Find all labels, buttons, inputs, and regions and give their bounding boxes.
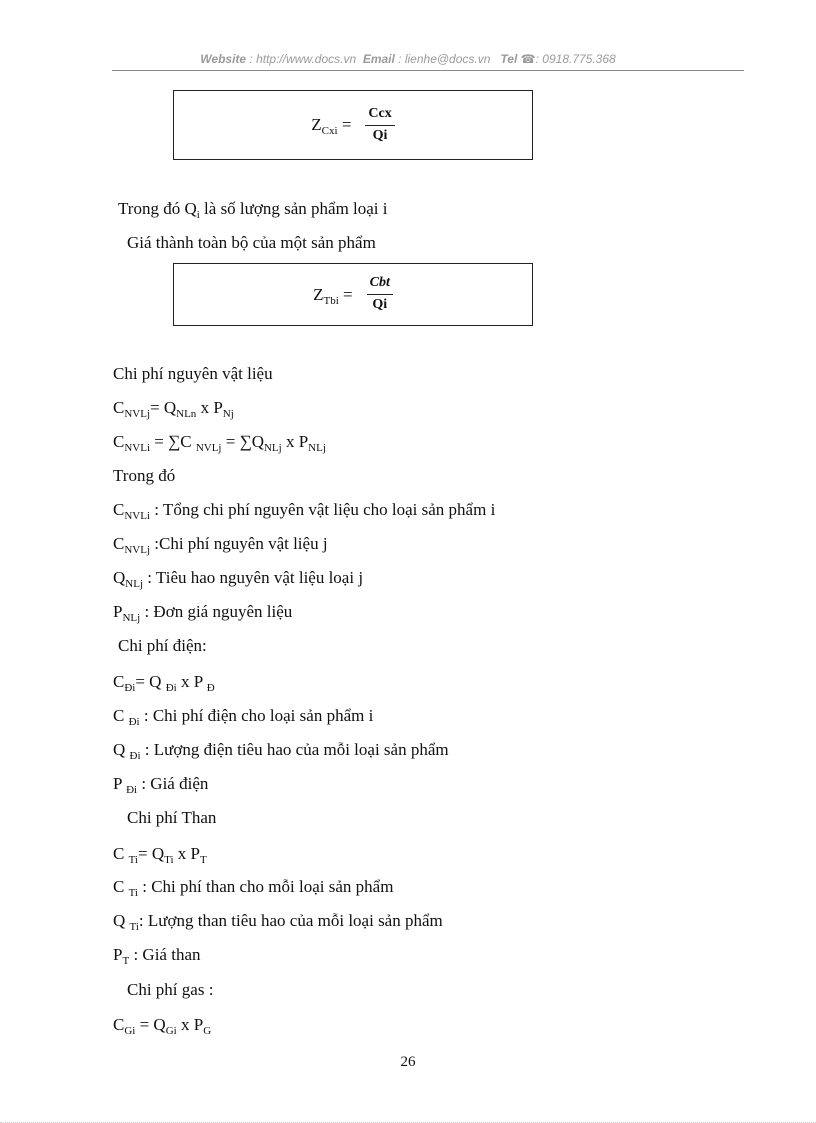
definition-cdi: C $_{Đi}$ : Chi phí điện cho loại sản phẩm i xyxy=(113,706,374,728)
page-header xyxy=(0,52,816,66)
formula-lhs: $Z_{Cxi}$ = xyxy=(311,115,352,137)
email-label: Email xyxy=(362,52,395,66)
heading-than: Chi phí Than xyxy=(127,808,217,827)
text-trongdo-qi: Trong đó $Q_i$ là số lượng sản phẩm loại i xyxy=(118,199,388,221)
header-divider xyxy=(112,70,744,71)
definition-qdi: Q $_{Đi}$ : Lượng điện tiêu hao của mỗi loại sản phẩm xyxy=(113,740,449,762)
heading-gas: Chi phí gas : xyxy=(127,980,214,999)
denominator: Qi xyxy=(372,297,388,312)
definition-qnlj: $Q_{NLj}$ : Tiêu hao nguyên vật liệu loại j xyxy=(113,568,364,590)
formula-box-cxi xyxy=(173,90,533,160)
tel-value: : 0918.775.368 xyxy=(535,52,616,66)
definition-cti: C $_{Ti}$ : Chi phí than cho mỗi loại sản phẩm xyxy=(113,877,394,899)
equation-gas: $C_{Gi} = Q_{Gi}$ x $P_G$ xyxy=(113,1015,212,1037)
phone-icon: ☎ xyxy=(520,52,536,66)
tel-label: Tel xyxy=(500,52,518,66)
website-value[interactable]: : http://www.docs.vn xyxy=(249,52,357,66)
formula-lhs: $Z_{Tbi}$ = xyxy=(313,284,353,307)
email-value[interactable]: : lienhe@docs.vn xyxy=(398,52,491,66)
website-label: Website xyxy=(200,52,247,66)
numerator: Ccx xyxy=(365,106,394,126)
definition-pdi: P $_{Đi}$ : Giá điện xyxy=(113,774,209,796)
definition-cnvlj: $C_{NVLj}$ :Chi phí nguyên vật liệu j xyxy=(113,534,328,556)
denominator: Qi xyxy=(372,127,388,143)
page-number: 26 xyxy=(400,1054,416,1070)
definition-cnvli: $C_{NVLi}$ : Tổng chi phí nguyên vật liệu cho loại sản phẩm i xyxy=(113,500,496,522)
equation-than: C $_{Ti}= Q_{Ti}$ x $P_T$ xyxy=(113,844,207,866)
text-trongdo: Trong đó xyxy=(113,466,176,485)
definition-qti: Q $_{Ti}$: Lượng than tiêu hao của mỗi loại sản phẩm xyxy=(113,911,443,933)
equation-dien: $C_{Đi}= Q$ $_{Đi}$ x P $_Đ$ xyxy=(113,672,215,694)
definition-pt: $P_T$ : Giá than xyxy=(113,945,201,967)
numerator: Cbt xyxy=(367,275,393,295)
text-giathanh: Giá thành toàn bộ của một sản phẩm xyxy=(127,233,376,252)
heading-nvl: Chi phí nguyên vật liệu xyxy=(113,364,273,383)
equation-nvlj: $C_{NVLj}= Q_{NLn}$ x $P_{Nj}$ xyxy=(113,398,234,420)
fraction xyxy=(367,275,393,314)
definition-pnlj: $P_{NLj}$ : Đơn giá nguyên liệu xyxy=(113,602,293,624)
fraction xyxy=(365,106,394,145)
formula-box-tbi xyxy=(173,263,533,326)
heading-dien: Chi phí điện: xyxy=(118,636,207,655)
equation-nvli: $C_{NVLi} = \sum C$ $_{NVLj} = \sum Q_{NLj}$ x $P_{NLj}$ xyxy=(113,432,326,454)
